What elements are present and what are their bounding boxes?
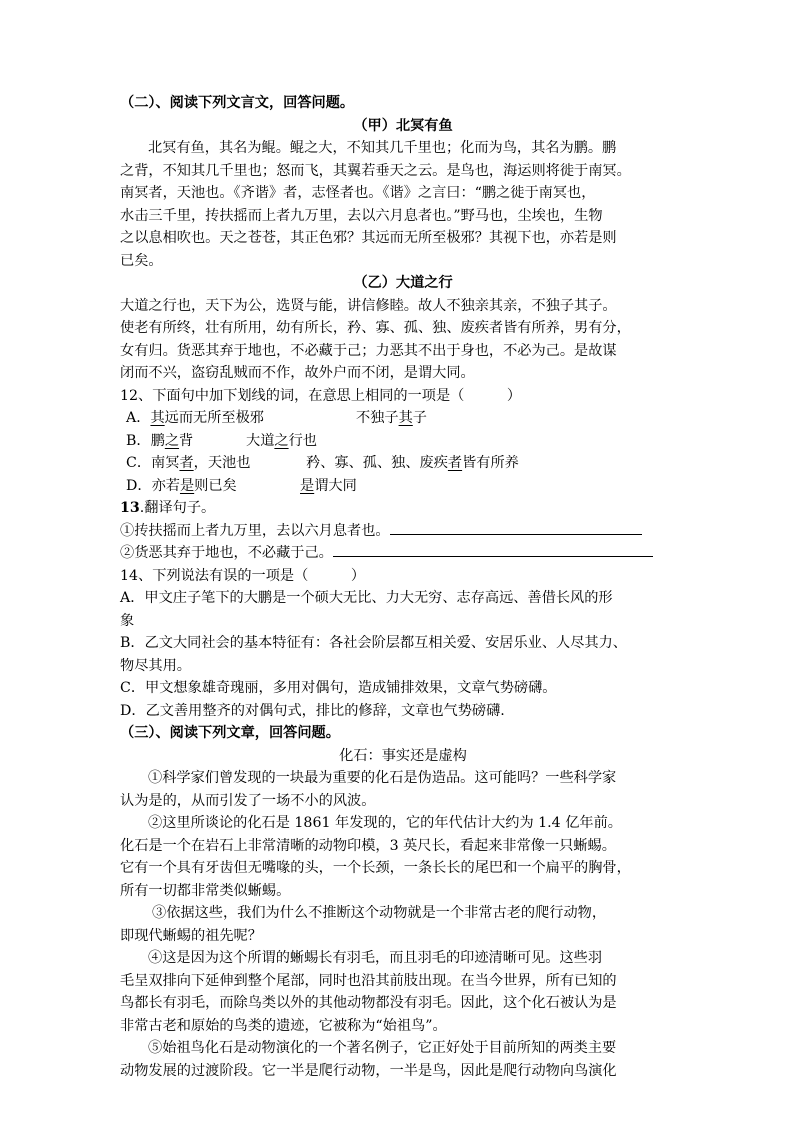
option-text: 大道 (246, 432, 275, 449)
option-text: 则已矣 (194, 477, 237, 494)
option-text: 南冥 (151, 455, 180, 471)
underlined-word: 其 (398, 410, 413, 426)
option-text: 亦若 (151, 477, 180, 494)
option-text: 不独子 (356, 410, 399, 426)
option-b[interactable] (120, 430, 686, 453)
para-line: 鸟都长有羽毛，而除鸟类以外的其他动物都没有羽毛。因此，这个化石被认为是 (120, 995, 617, 1011)
para-line: ③依据这些，我们为什么不推断这个动物就是一个非常古老的爬行动物， (152, 905, 607, 921)
para-line: ②这里所谈论的化石是 1861 年发现的，它的年代估计大约为 1.4 亿年前。 (148, 815, 622, 831)
option-label: B． (126, 432, 151, 449)
option-text: 子 (412, 410, 427, 426)
article-body (120, 767, 686, 1082)
option-d[interactable] (120, 475, 686, 498)
option-label: A． (126, 410, 151, 426)
option-text: 皆有所养 (462, 455, 519, 471)
underlined-word: 之 (274, 432, 289, 449)
question-12-stem: 12、下面句中加下划线的词，在意思上相同的一项是（ ） (120, 387, 522, 404)
translate-item-2 (120, 542, 686, 565)
paragraph-5 (120, 1037, 686, 1082)
option-c[interactable] (120, 452, 686, 475)
option-line: 物尽其用。 (120, 657, 191, 674)
text-a-body (120, 137, 686, 272)
para-line: 化石是一个在岩石上非常清晰的动物印模，3 英尺长，看起来非常像一只蜥蜴。 (120, 837, 616, 854)
section-heading: （二）、阅读下列文言文，回答问题。 (120, 95, 355, 111)
option-label: D． (126, 477, 152, 494)
underlined-word: 是 (179, 477, 195, 494)
option-text: 鹏 (150, 432, 165, 449)
option-text: 远而无所至极邪 (164, 410, 264, 426)
translate-sentence: ①抟扶摇而上者九万里，去以六月息者也。 (120, 522, 390, 539)
section-heading: （三）、阅读下列文章，回答问题。 (120, 725, 340, 741)
underlined-word: 其 (150, 410, 165, 426)
para-line: ⑤始祖鸟化石是动物演化的一个著名例子，它正好处于目前所知的两类主要 (148, 1040, 617, 1056)
text-line: 之以息相吹也。天之苍苍，其正色邪？其远而无所至极邪？其视下也，亦若是则 (120, 230, 617, 246)
option-line[interactable]: B．乙文大同社会的基本特征有：各社会阶层都互相关爱、安居乐业、人尽其力、 (120, 635, 627, 651)
text-line: 已矣。 (120, 252, 163, 269)
answer-blank[interactable] (390, 520, 642, 535)
text-line: 南冥者，天池也。《齐谐》者，志怪者也。《谐》之言曰：“鹏之徙于南冥也， (120, 185, 596, 201)
translate-sentence: ②货恶其弃于地也，不必藏于己。 (120, 545, 333, 561)
question-14-stem: 14、下列说法有误的一项是（ ） (120, 567, 366, 584)
para-line: 动物发展的过渡阶段。它一半是爬行动物，一半是鸟，因此是爬行动物向鸟演化 (120, 1062, 617, 1079)
para-line: 即现代蜥蜴的祖先呢？ (120, 927, 262, 944)
underlined-word: 是 (300, 477, 315, 494)
text-line: 水击三千里，抟扶摇而上者九万里，去以六月息者也。”野马也，尘埃也，生物 (120, 207, 603, 224)
para-line: 所有一切都非常类似蜥蜴。 (120, 882, 291, 899)
text-line: 之背，不知其几千里也；怒而飞，其翼若垂天之云。是鸟也，海运则将徙于南冥。 (120, 162, 631, 179)
text-line: 女有归。货恶其弃于地也，不必藏于己；力恶其不出于身也，不必为己。是故谋 (120, 342, 617, 359)
article-title: 化石：事实还是虚构 (339, 747, 467, 764)
text-line: 北冥有鱼，其名为鲲。鲲之大，不知其几千里也；化而为鸟，其名为鹏。鹏 (148, 140, 617, 156)
text-line: 闭而不兴，盗窃乱贼而不作，故外户而不闭，是谓大同。 (120, 365, 475, 381)
para-line: 毛呈双排向下延伸到整个尾部，同时也沿其前肢出现。在当今世界，所有已知的 (120, 972, 617, 989)
para-line: 认为是的，从而引发了一场不小的风波。 (120, 792, 376, 809)
option-line[interactable]: A．甲文庄子笔下的大鹏是一个硕大无比、力大无穷、志存高远、善借长风的形 (120, 590, 613, 606)
translate-item-1 (120, 520, 686, 543)
para-line: 它有一个具有牙齿但无嘴喙的头，一个长颈，一条长长的尾巴和一个扁平的胸骨， (120, 860, 631, 876)
text-b-title: （乙）大道之行 (353, 275, 453, 291)
question-13-stem (120, 497, 686, 520)
question-text: .翻译句子。 (139, 500, 216, 516)
option-text: 矜、寡、孤、独、废疾 (306, 455, 448, 471)
underlined-word: 者 (447, 455, 463, 471)
question-14-options (120, 587, 686, 722)
underlined-word: 者 (179, 455, 194, 471)
paragraph-3 (120, 902, 686, 947)
paragraph-1 (120, 767, 686, 812)
para-line: ④这是因为这个所谓的蜥蜴长有羽毛，而且羽毛的印迹清晰可见。这些羽 (148, 950, 603, 966)
text-line: 使老有所终，壮有所用，幼有所长，矜、寡、孤、独、废疾者皆有所养，男有分， (120, 320, 631, 336)
option-line[interactable]: D．乙文善用整齐的对偶句式，排比的修辞，文章也气势磅礴. (120, 702, 505, 719)
question-number: 13 (120, 500, 140, 516)
text-line: 大道之行也，天下为公，选贤与能，讲信修睦。故人不独亲其亲，不独子其子。 (120, 297, 617, 314)
question-12-options (120, 407, 686, 497)
underlined-word: 之 (164, 432, 180, 449)
text-b-body (120, 295, 686, 385)
option-text: 谓大同 (314, 477, 357, 494)
paragraph-2 (120, 812, 686, 902)
option-line: 象 (120, 612, 135, 629)
option-line[interactable]: C．甲文想象雄奇瑰丽，多用对偶句，造成铺排效果，文章气势磅礴。 (120, 680, 557, 696)
exam-page (120, 92, 686, 1082)
option-a[interactable] (120, 407, 686, 430)
para-line: 非常古老和原始的鸟类的遗迹，它被称为“始祖鸟”。 (120, 1017, 447, 1034)
option-label: C． (126, 455, 152, 471)
answer-blank[interactable] (333, 542, 653, 557)
text-a-title: （甲）北冥有鱼 (353, 117, 453, 134)
para-line: ①科学家们曾发现的一块最为重要的化石是伪造品。这可能吗？一些科学家 (148, 770, 617, 786)
option-text: ，天池也 (193, 455, 251, 471)
option-text: 行也 (288, 432, 317, 449)
paragraph-4 (120, 947, 686, 1037)
option-text: 背 (179, 432, 194, 449)
